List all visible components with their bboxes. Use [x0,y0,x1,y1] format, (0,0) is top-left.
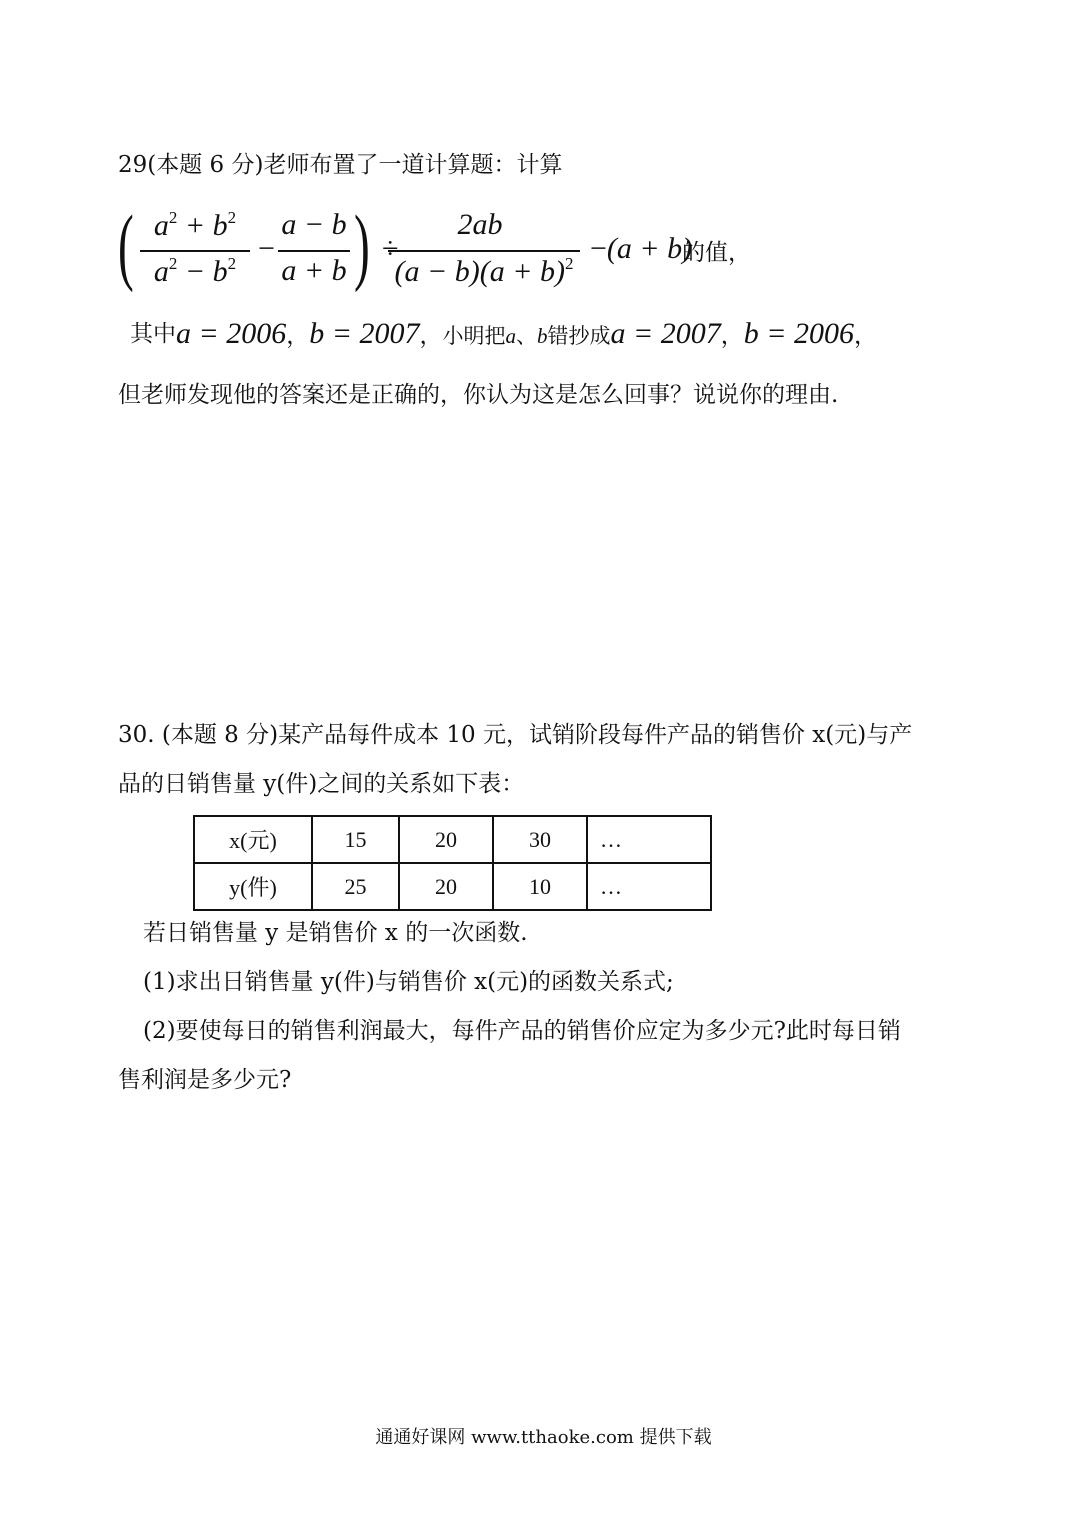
minus-sign: − [258,232,275,265]
q30-part2-line1: (2)要使每日的销售利润最大，每件产品的销售价应定为多少元?此时每日销 [143,1018,901,1044]
var-b: b [537,324,548,348]
table-cell: 30 [493,816,587,863]
eq-a-2007: a = 2007 [610,317,721,350]
right-paren: ) [354,197,370,293]
eq-a-2006: a = 2006 [176,317,287,350]
var-a: a [505,324,516,348]
q29-formula [118,197,1018,295]
page-footer: 通通好课网 www.tthaoke.com 提供下载 [375,1427,712,1448]
fraction-2: a − b a + b [278,200,350,295]
q30-line3: 若日销售量 y 是销售价 x 的一次函数. [143,920,528,946]
comma: ， [419,323,443,349]
fraction-3: 2ab $(a - b)(a + b)^2$ [380,200,580,295]
q30-line1: 30. (本题 8 分)某产品每件成本 10 元，试销阶段每件产品的销售价 x(元)与产 [118,722,913,748]
left-paren: ( [118,197,134,293]
minus-a-plus-b: −(a + b) [590,232,693,265]
table-cell: … [587,816,711,863]
q30-part1: (1)求出日销售量 y(件)与销售价 x(元)的函数关系式; [143,969,674,995]
q29-formula-suffix: 的值， [682,240,751,266]
q29-header: 29(本题 6 分)老师布置了一道计算题：计算 [118,152,563,178]
comma: ， [286,323,310,349]
table-cell: 15 [312,816,399,863]
comma: ， [720,323,744,349]
table-cell: y(件) [194,863,312,910]
q29-line2 [130,317,877,357]
q29-text-cuochao: 错抄成 [547,324,611,348]
table-cell: 10 [493,863,587,910]
table-cell: … [587,863,711,910]
q30-line2: 品的日销售量 y(件)之间的关系如下表： [118,771,525,797]
q29-line3: 但老师发现他的答案还是正确的，你认为这是怎么回事？说说你的理由. [118,382,839,408]
table-row [194,816,711,863]
table-cell: x(元) [194,816,312,863]
comma: ， [854,323,877,349]
table-cell: 20 [399,863,493,910]
eq-b-2007: b = 2007 [309,317,420,350]
q30-part2-line2: 售利润是多少元? [118,1067,292,1093]
table-cell: 20 [399,816,493,863]
divide-sign: ÷ [382,232,399,265]
dun-mark: 、 [516,324,537,348]
fraction-1: $a^2 + b^2$ $a^2 - b^2$ [140,200,250,295]
q29-text-qizhong: 其中 [130,321,176,347]
eq-b-2006: b = 2006 [743,317,854,350]
q30-value-table [193,815,712,911]
table-row [194,863,711,910]
q29-text-xiaoming: 小明把 [442,324,506,348]
table-cell: 25 [312,863,399,910]
